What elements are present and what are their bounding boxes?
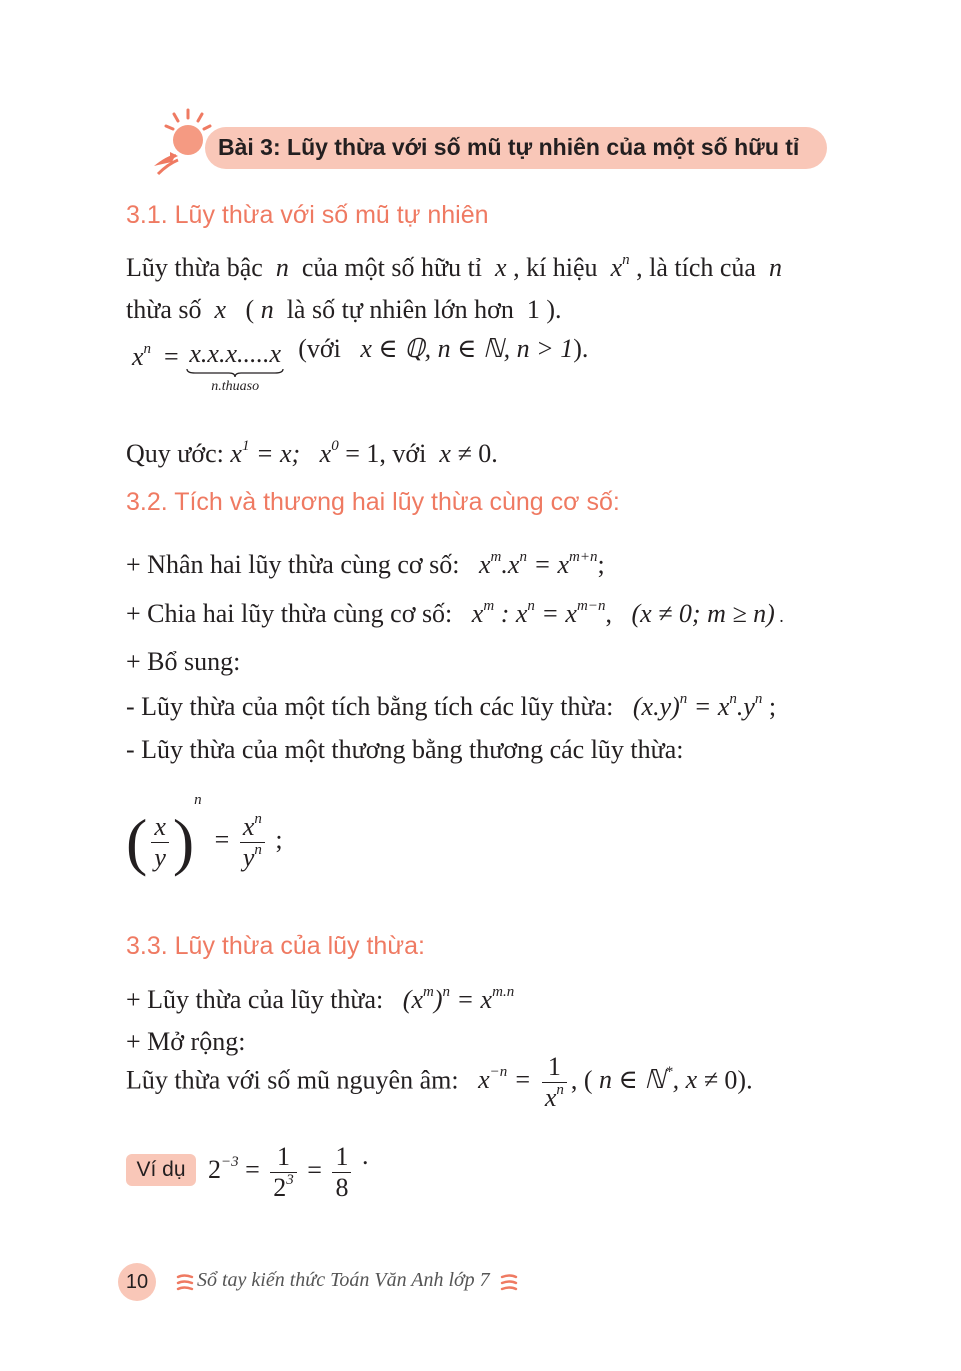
text: ). <box>737 1065 753 1095</box>
text: Lũy thừa với số mũ nguyên âm: <box>126 1065 459 1095</box>
text: Lũy thừa bậc <box>126 253 263 282</box>
condition: (x ≠ 0; m ≥ n) <box>631 599 775 628</box>
text: + Lũy thừa của lũy thừa: <box>126 985 384 1014</box>
multiply-rule: + Nhân hai lũy thừa cùng cơ số: $x^m.x^n = x^{m+n}$; <box>126 549 605 579</box>
convention-line: Quy ước: $x^1 = x$; $x^0 = 1$, với x ≠ 0. <box>126 438 498 468</box>
product-expression: x.x.x.....x <box>189 339 282 368</box>
underbrace-icon <box>185 368 285 378</box>
book-title: Sổ tay kiến thức Toán Văn Anh lớp 7 <box>197 1269 490 1291</box>
power-of-power-rule: + Lũy thừa của lũy thừa: $(x^m)^n = x^{m.n}$ <box>126 984 515 1014</box>
quotient-power-rule: - Lũy thừa của một thương bằng thương các lũy thừa: <box>126 735 684 764</box>
page-number: 10 <box>118 1263 156 1301</box>
text: Quy ước: <box>126 439 224 468</box>
text: - Lũy thừa của một tích bằng tích các lũy thừa: <box>126 692 614 721</box>
example-formula: $2^{-3}$ = $\frac{1}{2^3}$ = $\frac{1}{8}$ . <box>208 1141 369 1202</box>
extension-label: + Mở rộng: <box>126 1027 246 1056</box>
text: + Chia hai lũy thừa cùng cơ số: <box>126 599 453 628</box>
text: ). <box>546 295 562 324</box>
supplement-label: + Bổ sung: <box>126 647 241 676</box>
text: , là tích của <box>636 253 756 282</box>
product-power-rule: - Lũy thừa của một tích bằng tích các lũy thừa: $(x.y)^n = x^n.y^n$ ; <box>126 691 777 721</box>
definition-line-1: Lũy thừa bậc n của một số hữu tỉ x , kí hiệu $x^n$ , là tích của n <box>126 252 782 282</box>
text: = <box>164 342 186 371</box>
negative-exponent-rule: Lũy thừa với số mũ nguyên âm: $x^{-n}$ = $\frac{1}{x^n}$ , ( n ∈ ℕ*, x ≠ 0). <box>126 1052 753 1112</box>
text: . <box>491 439 498 468</box>
text: thừa số <box>126 295 202 324</box>
section-heading-3-2: 3.2. Tích và thương hai lũy thừa cùng cơ số: <box>126 488 620 516</box>
text: ). <box>573 334 589 363</box>
text: (với <box>298 334 341 363</box>
example-badge: Ví dụ <box>126 1154 196 1186</box>
text: của một số hữu tỉ <box>301 253 483 282</box>
definition-line-2: thừa số x ( n là số tự nhiên lớn hơn 1 ). <box>126 295 562 324</box>
section-heading-3-1: 3.1. Lũy thừa với số mũ tự nhiên <box>126 201 489 229</box>
wave-ornament-icon <box>500 1273 518 1293</box>
power-definition-formula: $x^n$ = x.x.x.....x n.thuaso (với x ∈ ℚ, n ∈ ℕ, n > 1). <box>132 334 589 394</box>
text: + Nhân hai lũy thừa cùng cơ số: <box>126 550 460 579</box>
lesson-title: Bài 3: Lũy thừa với số mũ tự nhiên của một số hữu tỉ <box>218 134 800 160</box>
quotient-power-formula: ( $\frac{x}{y}$ )$^n$ = $\frac{x^n}{y^n}$ ; <box>126 792 283 878</box>
text: ( <box>245 295 255 324</box>
text: , với <box>379 439 427 468</box>
underbrace-label: n.thuaso <box>211 379 260 394</box>
text: là số tự nhiên lớn hơn <box>286 295 514 324</box>
section-heading-3-3: 3.3. Lũy thừa của lũy thừa: <box>126 932 425 960</box>
wave-ornament-icon <box>176 1273 194 1293</box>
divide-rule: + Chia hai lũy thừa cùng cơ số: $x^m$ : $x^n = x^{m-n}$, (x ≠ 0; m ≥ n) . <box>126 598 784 628</box>
text: , ( <box>570 1065 593 1095</box>
text: , kí hiệu <box>513 253 598 282</box>
condition: x ∈ ℚ, n ∈ ℕ, n > 1 <box>360 334 574 363</box>
